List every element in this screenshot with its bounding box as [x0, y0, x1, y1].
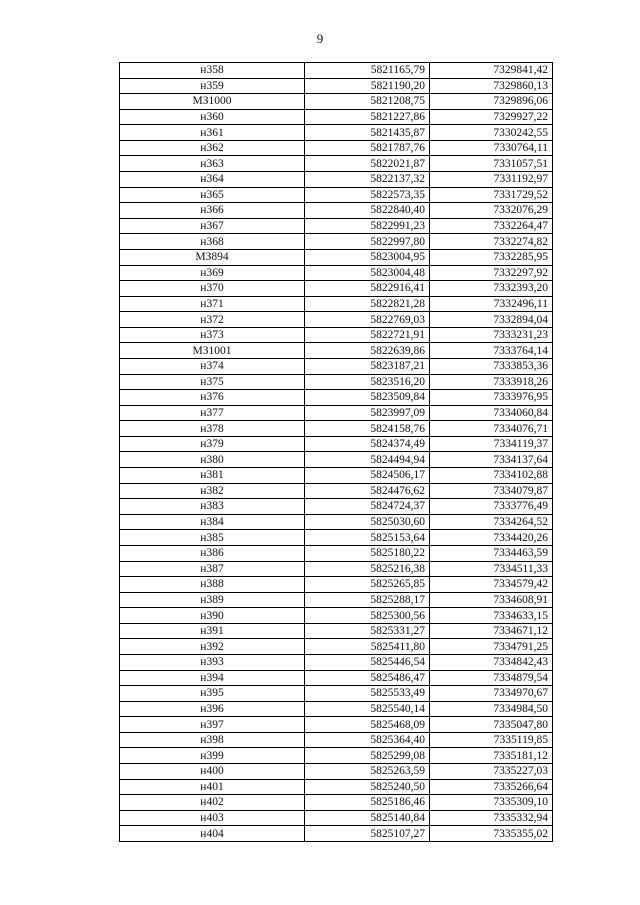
table-row [120, 94, 553, 110]
point-name-cell: н404 [120, 826, 305, 842]
x-coordinate-cell: 5825486,47 [305, 670, 430, 686]
x-coordinate-cell: 5822639,86 [305, 343, 430, 359]
point-name-cell: н366 [120, 203, 305, 219]
point-name-cell: н403 [120, 810, 305, 826]
x-coordinate-cell: 5823516,20 [305, 374, 430, 390]
table-row [120, 623, 553, 639]
y-coordinate-cell: 7334842,43 [430, 654, 553, 670]
x-coordinate-cell: 5821787,76 [305, 140, 430, 156]
x-coordinate-cell: 5821208,75 [305, 94, 430, 110]
x-coordinate-cell: 5825533,49 [305, 686, 430, 702]
y-coordinate-cell: 7333764,14 [430, 343, 553, 359]
table-row [120, 608, 553, 624]
y-coordinate-cell: 7335047,80 [430, 717, 553, 733]
table-row [120, 717, 553, 733]
y-coordinate-cell: 7335332,94 [430, 810, 553, 826]
x-coordinate-cell: 5824494,94 [305, 452, 430, 468]
x-coordinate-cell: 5825030,60 [305, 514, 430, 530]
point-name-cell: н397 [120, 717, 305, 733]
point-name-cell: н399 [120, 748, 305, 764]
point-name-cell: н381 [120, 468, 305, 484]
x-coordinate-cell: 5822916,41 [305, 281, 430, 297]
x-coordinate-cell: 5825299,08 [305, 748, 430, 764]
y-coordinate-cell: 7332264,47 [430, 218, 553, 234]
y-coordinate-cell: 7334791,25 [430, 639, 553, 655]
point-name-cell: н393 [120, 654, 305, 670]
x-coordinate-cell: 5825468,09 [305, 717, 430, 733]
table-row [120, 826, 553, 842]
x-coordinate-cell: 5825216,38 [305, 561, 430, 577]
table-row [120, 312, 553, 328]
point-name-cell: н362 [120, 140, 305, 156]
y-coordinate-cell: 7329860,13 [430, 78, 553, 94]
y-coordinate-cell: 7333918,26 [430, 374, 553, 390]
point-name-cell: н392 [120, 639, 305, 655]
y-coordinate-cell: 7335119,85 [430, 732, 553, 748]
y-coordinate-cell: 7334463,59 [430, 545, 553, 561]
y-coordinate-cell: 7334060,84 [430, 405, 553, 421]
y-coordinate-cell: 7329927,22 [430, 109, 553, 125]
point-name-cell: н363 [120, 156, 305, 172]
table-row [120, 78, 553, 94]
y-coordinate-cell: 7334420,26 [430, 530, 553, 546]
y-coordinate-cell: 7331057,51 [430, 156, 553, 172]
x-coordinate-cell: 5822997,80 [305, 234, 430, 250]
coordinates-table [119, 62, 553, 842]
point-name-cell: н378 [120, 421, 305, 437]
table-row [120, 63, 553, 79]
table-row [120, 795, 553, 811]
point-name-cell: н388 [120, 577, 305, 593]
y-coordinate-cell: 7332274,82 [430, 234, 553, 250]
x-coordinate-cell: 5825180,22 [305, 545, 430, 561]
table-row [120, 109, 553, 125]
table-row [120, 234, 553, 250]
point-name-cell: н394 [120, 670, 305, 686]
y-coordinate-cell: 7333853,36 [430, 358, 553, 374]
y-coordinate-cell: 7329896,06 [430, 94, 553, 110]
point-name-cell: н400 [120, 764, 305, 780]
table-row [120, 218, 553, 234]
y-coordinate-cell: 7333231,23 [430, 327, 553, 343]
x-coordinate-cell: 5823997,09 [305, 405, 430, 421]
table-row [120, 296, 553, 312]
y-coordinate-cell: 7332496,11 [430, 296, 553, 312]
table-row [120, 670, 553, 686]
table-row [120, 156, 553, 172]
x-coordinate-cell: 5825411,80 [305, 639, 430, 655]
point-name-cell: н377 [120, 405, 305, 421]
y-coordinate-cell: 7334511,33 [430, 561, 553, 577]
point-name-cell: н371 [120, 296, 305, 312]
table-row [120, 203, 553, 219]
point-name-cell: н359 [120, 78, 305, 94]
x-coordinate-cell: 5821227,86 [305, 109, 430, 125]
point-name-cell: н402 [120, 795, 305, 811]
point-name-cell: МЗ1001 [120, 343, 305, 359]
table-row [120, 499, 553, 515]
y-coordinate-cell: 7334137,64 [430, 452, 553, 468]
x-coordinate-cell: 5825186,46 [305, 795, 430, 811]
y-coordinate-cell: 7334671,12 [430, 623, 553, 639]
y-coordinate-cell: 7335309,10 [430, 795, 553, 811]
x-coordinate-cell: 5823187,21 [305, 358, 430, 374]
y-coordinate-cell: 7331192,97 [430, 172, 553, 188]
point-name-cell: н401 [120, 779, 305, 795]
x-coordinate-cell: 5825240,50 [305, 779, 430, 795]
point-name-cell: н360 [120, 109, 305, 125]
point-name-cell: н384 [120, 514, 305, 530]
y-coordinate-cell: 7330242,55 [430, 125, 553, 141]
table-row [120, 810, 553, 826]
point-name-cell: н398 [120, 732, 305, 748]
x-coordinate-cell: 5825263,59 [305, 764, 430, 780]
point-name-cell: н389 [120, 592, 305, 608]
point-name-cell: н383 [120, 499, 305, 515]
table-row [120, 281, 553, 297]
y-coordinate-cell: 7329841,42 [430, 63, 553, 79]
x-coordinate-cell: 5823004,48 [305, 265, 430, 281]
y-coordinate-cell: 7335266,64 [430, 779, 553, 795]
x-coordinate-cell: 5822840,40 [305, 203, 430, 219]
y-coordinate-cell: 7334076,71 [430, 421, 553, 437]
point-name-cell: н375 [120, 374, 305, 390]
y-coordinate-cell: 7332285,95 [430, 249, 553, 265]
x-coordinate-cell: 5823004,95 [305, 249, 430, 265]
x-coordinate-cell: 5822021,87 [305, 156, 430, 172]
table-row [120, 577, 553, 593]
y-coordinate-cell: 7334102,88 [430, 468, 553, 484]
point-name-cell: н372 [120, 312, 305, 328]
point-name-cell: МЗ1000 [120, 94, 305, 110]
table-row [120, 140, 553, 156]
point-name-cell: МЗ894 [120, 249, 305, 265]
y-coordinate-cell: 7335355,02 [430, 826, 553, 842]
table-row [120, 764, 553, 780]
x-coordinate-cell: 5821165,79 [305, 63, 430, 79]
y-coordinate-cell: 7334633,15 [430, 608, 553, 624]
table-row [120, 172, 553, 188]
table-row [120, 436, 553, 452]
table-row [120, 249, 553, 265]
point-name-cell: н376 [120, 390, 305, 406]
table-row [120, 452, 553, 468]
x-coordinate-cell: 5823509,84 [305, 390, 430, 406]
point-name-cell: н373 [120, 327, 305, 343]
point-name-cell: н385 [120, 530, 305, 546]
y-coordinate-cell: 7334984,50 [430, 701, 553, 717]
x-coordinate-cell: 5822137,32 [305, 172, 430, 188]
table-row [120, 483, 553, 499]
table-row [120, 545, 553, 561]
x-coordinate-cell: 5821190,20 [305, 78, 430, 94]
table-row [120, 374, 553, 390]
y-coordinate-cell: 7332076,29 [430, 203, 553, 219]
x-coordinate-cell: 5824476,62 [305, 483, 430, 499]
y-coordinate-cell: 7333976,95 [430, 390, 553, 406]
table-row [120, 405, 553, 421]
point-name-cell: н395 [120, 686, 305, 702]
x-coordinate-cell: 5825153,64 [305, 530, 430, 546]
table-row [120, 327, 553, 343]
point-name-cell: н396 [120, 701, 305, 717]
point-name-cell: н361 [120, 125, 305, 141]
y-coordinate-cell: 7332297,92 [430, 265, 553, 281]
coordinates-table-body [120, 63, 553, 842]
table-row [120, 265, 553, 281]
y-coordinate-cell: 7334579,42 [430, 577, 553, 593]
point-name-cell: н364 [120, 172, 305, 188]
x-coordinate-cell: 5824506,17 [305, 468, 430, 484]
table-row [120, 779, 553, 795]
x-coordinate-cell: 5825540,14 [305, 701, 430, 717]
y-coordinate-cell: 7333776,49 [430, 499, 553, 515]
point-name-cell: н368 [120, 234, 305, 250]
x-coordinate-cell: 5825364,40 [305, 732, 430, 748]
table-row [120, 343, 553, 359]
x-coordinate-cell: 5825107,27 [305, 826, 430, 842]
x-coordinate-cell: 5822991,23 [305, 218, 430, 234]
y-coordinate-cell: 7331729,52 [430, 187, 553, 203]
table-row [120, 592, 553, 608]
point-name-cell: н379 [120, 436, 305, 452]
x-coordinate-cell: 5821435,87 [305, 125, 430, 141]
y-coordinate-cell: 7334970,67 [430, 686, 553, 702]
point-name-cell: н386 [120, 545, 305, 561]
point-name-cell: н380 [120, 452, 305, 468]
y-coordinate-cell: 7335227,03 [430, 764, 553, 780]
y-coordinate-cell: 7332894,04 [430, 312, 553, 328]
x-coordinate-cell: 5825288,17 [305, 592, 430, 608]
point-name-cell: н369 [120, 265, 305, 281]
point-name-cell: н374 [120, 358, 305, 374]
table-row [120, 639, 553, 655]
x-coordinate-cell: 5824374,49 [305, 436, 430, 452]
x-coordinate-cell: 5824158,76 [305, 421, 430, 437]
table-row [120, 125, 553, 141]
point-name-cell: н367 [120, 218, 305, 234]
table-row [120, 390, 553, 406]
y-coordinate-cell: 7334119,37 [430, 436, 553, 452]
y-coordinate-cell: 7334608,91 [430, 592, 553, 608]
x-coordinate-cell: 5822573,35 [305, 187, 430, 203]
table-row [120, 561, 553, 577]
x-coordinate-cell: 5822769,03 [305, 312, 430, 328]
point-name-cell: н370 [120, 281, 305, 297]
point-name-cell: н387 [120, 561, 305, 577]
y-coordinate-cell: 7334264,52 [430, 514, 553, 530]
table-row [120, 421, 553, 437]
table-row [120, 686, 553, 702]
table-row [120, 732, 553, 748]
point-name-cell: н365 [120, 187, 305, 203]
point-name-cell: н382 [120, 483, 305, 499]
y-coordinate-cell: 7334079,87 [430, 483, 553, 499]
y-coordinate-cell: 7332393,20 [430, 281, 553, 297]
x-coordinate-cell: 5822721,91 [305, 327, 430, 343]
table-row [120, 468, 553, 484]
point-name-cell: н358 [120, 63, 305, 79]
table-row [120, 514, 553, 530]
x-coordinate-cell: 5825331,27 [305, 623, 430, 639]
y-coordinate-cell: 7335181,12 [430, 748, 553, 764]
point-name-cell: н390 [120, 608, 305, 624]
x-coordinate-cell: 5825265,85 [305, 577, 430, 593]
point-name-cell: н391 [120, 623, 305, 639]
x-coordinate-cell: 5824724,37 [305, 499, 430, 515]
y-coordinate-cell: 7330764,11 [430, 140, 553, 156]
page-number: 9 [316, 31, 324, 46]
table-row [120, 187, 553, 203]
x-coordinate-cell: 5825446,54 [305, 654, 430, 670]
y-coordinate-cell: 7334879,54 [430, 670, 553, 686]
table-row [120, 530, 553, 546]
table-row [120, 748, 553, 764]
x-coordinate-cell: 5822821,28 [305, 296, 430, 312]
table-row [120, 358, 553, 374]
table-row [120, 701, 553, 717]
table-row [120, 654, 553, 670]
x-coordinate-cell: 5825140,84 [305, 810, 430, 826]
x-coordinate-cell: 5825300,56 [305, 608, 430, 624]
